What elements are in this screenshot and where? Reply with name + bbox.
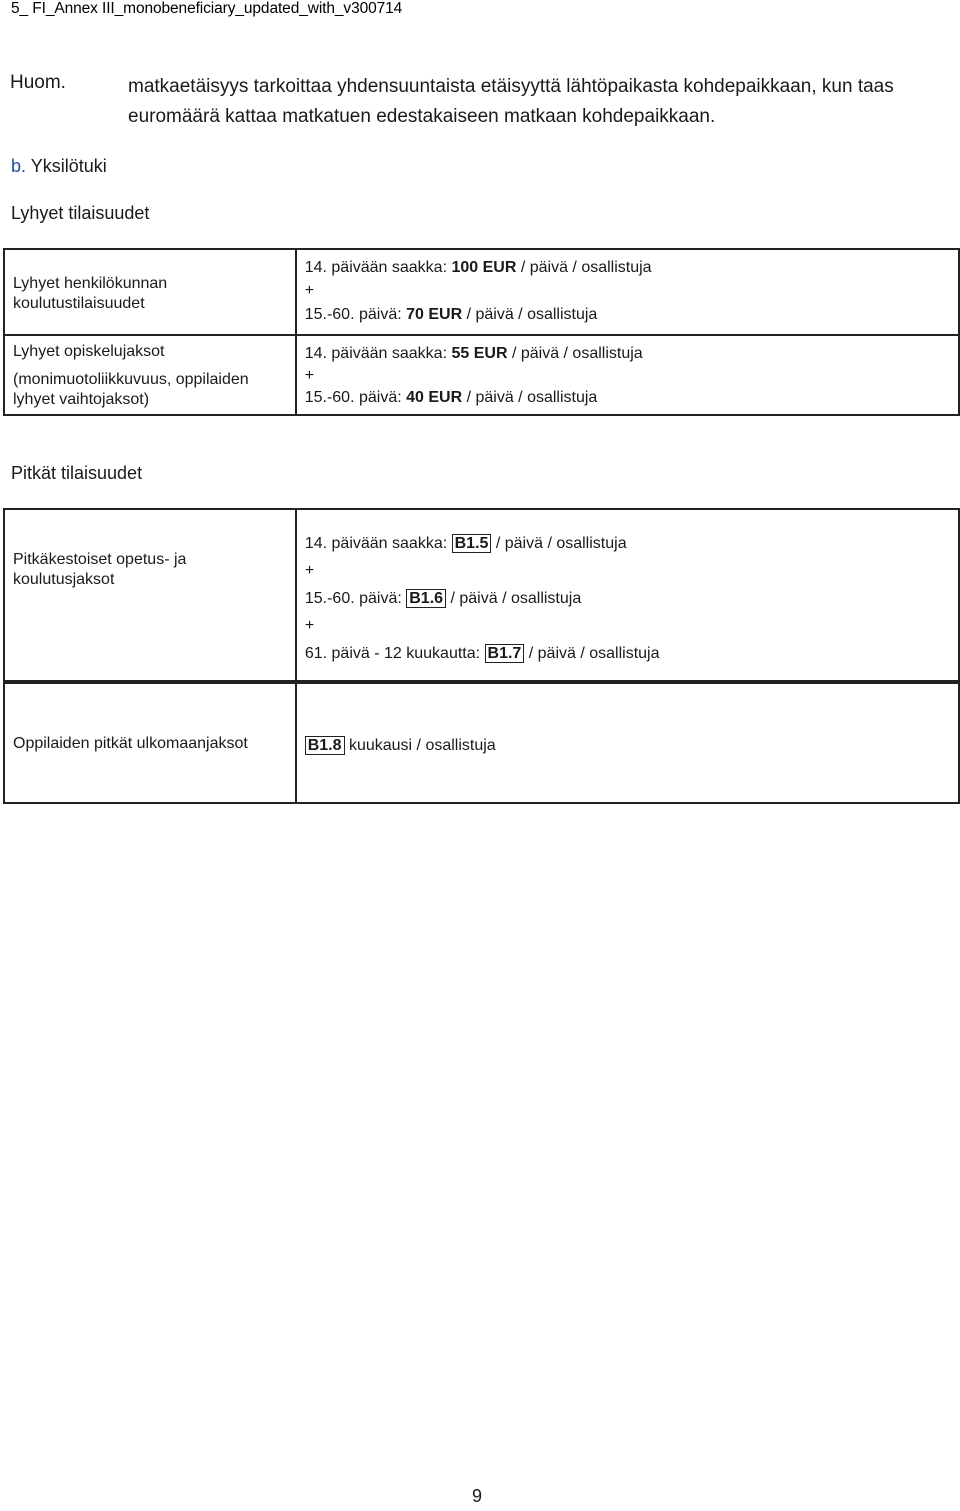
table-row	[4, 683, 959, 803]
rate-amount: 100 EUR	[451, 259, 517, 276]
rate-line: 14. päivään saakka: 100 EUR / päivä / osallistuja	[304, 259, 652, 276]
rate-line: 15.-60. päivä: 40 EUR / päivä / osallistuja	[304, 389, 598, 406]
table-cell-rates	[296, 249, 959, 335]
row-label: Lyhyet henkilökunnan koulutustilaisuudet	[13, 275, 168, 312]
rate-amount: 70 EUR	[406, 306, 463, 323]
plus-sign: +	[304, 282, 315, 299]
section-b-title: Yksilötuki	[30, 156, 107, 176]
rate-line: 15.-60. päivä: 70 EUR / päivä / osallistuja	[304, 306, 598, 323]
plus-sign: +	[304, 367, 315, 384]
rate-line: B1.8 kuukausi / osallistuja	[305, 732, 958, 759]
rate-code-box: B1.5	[452, 534, 492, 553]
long-events-table-2	[3, 682, 960, 804]
table-row	[4, 249, 959, 335]
rate-line: 61. päivä - 12 kuukautta: B1.7 / päivä / osallistuja	[304, 645, 660, 662]
note-label: Huom.	[10, 72, 66, 93]
section-b-heading	[11, 156, 107, 177]
table-row	[4, 335, 959, 415]
table-cell-label	[4, 509, 296, 681]
page-number: 9	[472, 1486, 483, 1506]
table-row	[4, 509, 959, 681]
row-label: Oppilaiden pitkät ulkomaanjaksot	[13, 735, 248, 752]
row-label: Pitkäkestoiset opetus- ja koulutusjaksot	[13, 551, 187, 588]
rate-amount: 40 EUR	[406, 389, 463, 406]
plus-sign: +	[304, 562, 315, 579]
rate-code-box: B1.7	[485, 644, 525, 663]
rate-amount: 55 EUR	[451, 345, 508, 362]
table-cell-label	[4, 335, 296, 415]
table-cell-label	[4, 683, 296, 803]
table-cell-rates	[296, 683, 959, 803]
rate-code-box: B1.8	[305, 736, 345, 755]
rate-line: 14. päivään saakka: 55 EUR / päivä / osallistuja	[304, 345, 643, 362]
short-events-table	[3, 248, 960, 416]
section-b-number: b.	[11, 156, 27, 176]
rate-line: 15.-60. päivä: B1.6 / päivä / osallistuja	[304, 590, 582, 607]
table-cell-rates	[296, 509, 959, 681]
table-cell-rates	[296, 335, 959, 415]
table-cell-label	[4, 249, 296, 335]
row-label: Lyhyet opiskelujaksot (monimuotoliikkuvuus, oppilaiden lyhyet vaihtojaksot)	[13, 343, 249, 408]
long-events-table-1	[3, 508, 960, 682]
rate-code-box: B1.6	[406, 589, 446, 608]
rate-line: 14. päivään saakka: B1.5 / päivä / osallistuja	[304, 535, 627, 552]
document-header: 5_ FI_Annex III_monobeneficiary_updated_with_v300714	[11, 0, 403, 17]
long-events-heading: Pitkät tilaisuudet	[11, 463, 143, 483]
note-text: matkaetäisyys tarkoittaa yhdensuuntaista etäisyyttä lähtöpaikasta kohdepaikkaan, kun taas euromäärä kattaa matkatuen edestakaiseen matkaan kohdepaikkaan.	[128, 76, 894, 127]
plus-sign: +	[304, 617, 315, 634]
short-events-heading: Lyhyet tilaisuudet	[11, 203, 150, 223]
